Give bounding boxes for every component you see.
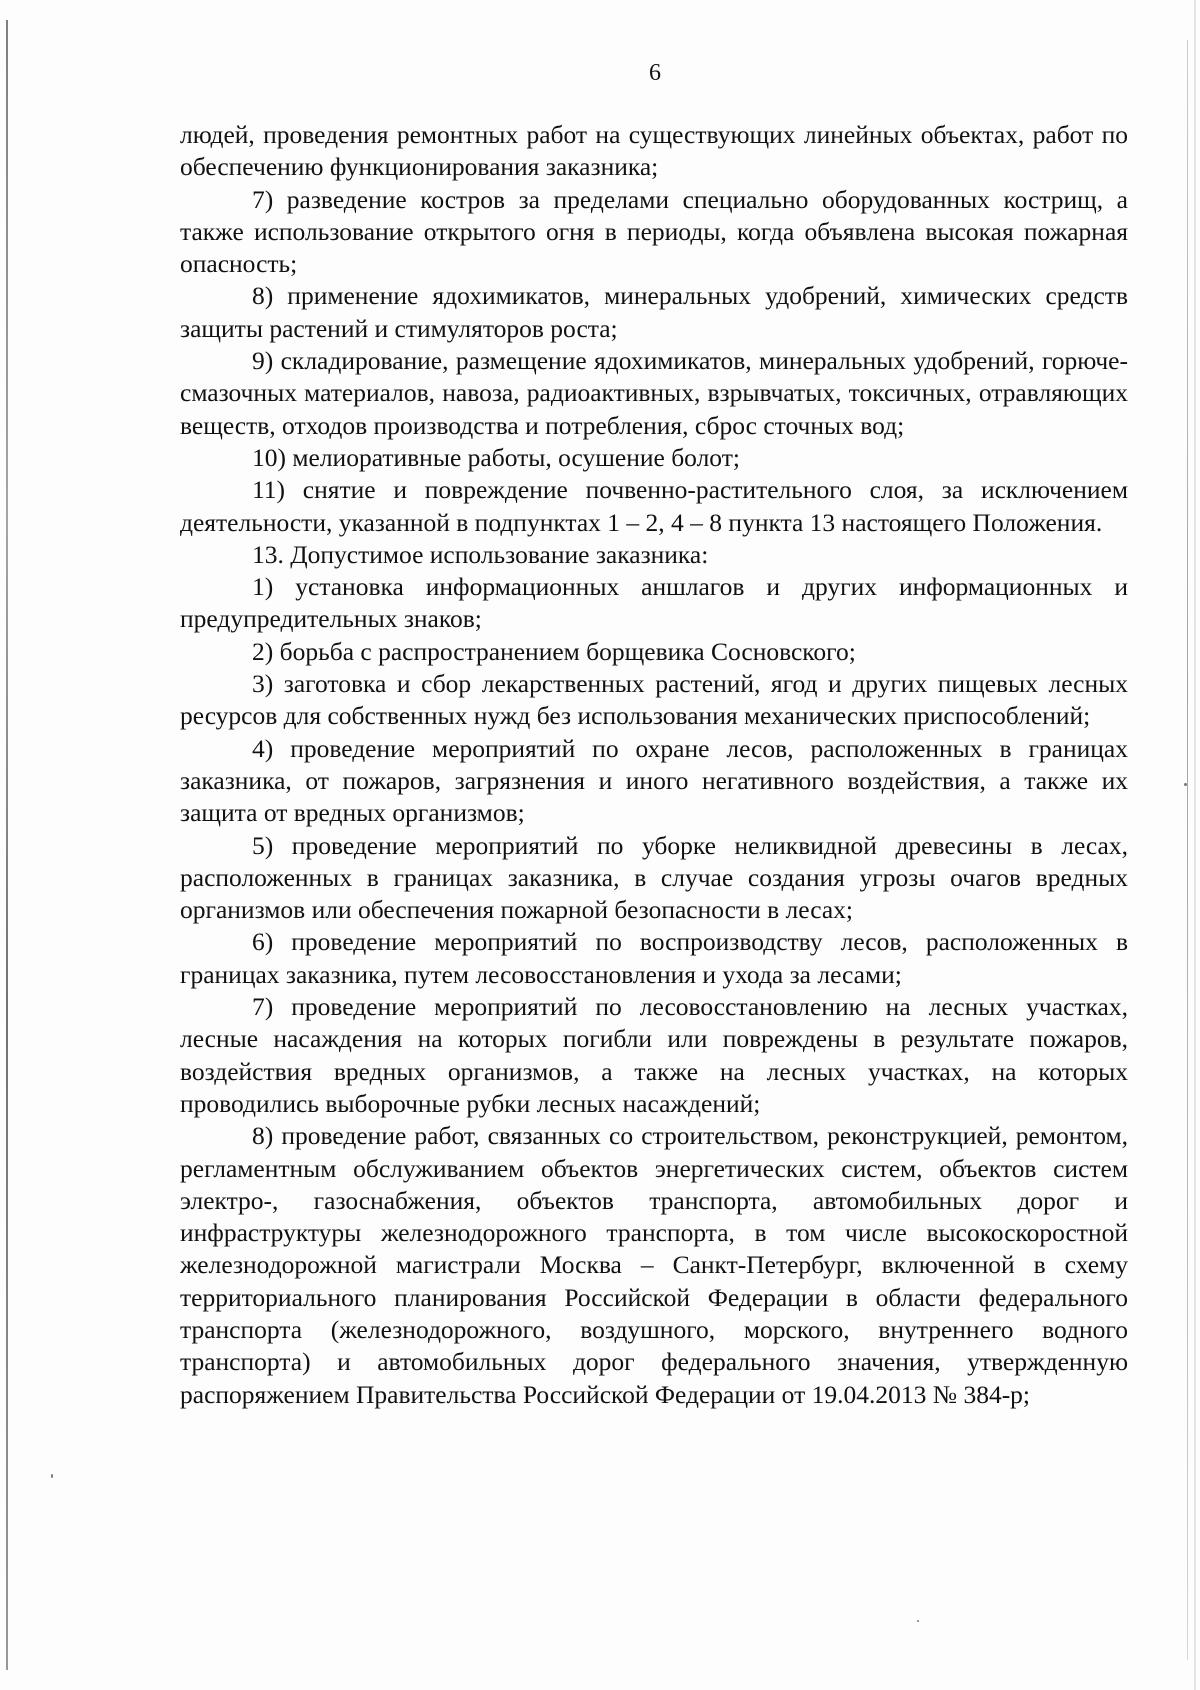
allowed-item-2-hogweed: 2) борьба с распространением борщевика Сосновского; <box>252 636 856 666</box>
scan-speck <box>51 1474 53 1478</box>
document-body <box>180 119 1128 1411</box>
list-item-9-storage: 9) складирование, размещение ядохимикатов, минеральных удобрений, горюче-смазочных материалов, навоза, радиоактивных, взрывчатых, токсичных, отравляющих веществ, отходов производства и потребления, сброс сточных вод; <box>180 346 1128 440</box>
scan-edge-right-outer <box>1194 0 1196 1690</box>
page-number: 6 <box>649 60 661 86</box>
scan-edge-right <box>1187 40 1188 1660</box>
allowed-item-1-signs: 1) установка информационных аншлагов и других информационных и предупредительных знаков; <box>180 572 1128 634</box>
allowed-item-4-forest-protection: 4) проведение мероприятий по охране лесов, расположенных в границах заказника, от пожаров, загрязнения и иного негативного воздействия, а также их защита от вредных организмов; <box>180 733 1128 828</box>
allowed-item-5-wood-cleanup: 5) проведение мероприятий по уборке неликвидной древесины в лесах, расположенных в границах заказника, в случае создания угрозы очагов вредных организмов или обеспечения пожарной безопасности в лесах; <box>180 830 1128 925</box>
paragraph-continuation: людей, проведения ремонтных работ на существующих линейных объектах, работ по обеспечению функционирования заказника; <box>180 120 1128 182</box>
allowed-item-7-restoration: 7) проведение мероприятий по лесовосстановлению на лесных участках, лесные насаждения на которых погибли или повреждены в результате пожаров, воздействия вредных организмов, а также на лесных участках, на которых проводились выборочные рубки лесных насаждений; <box>180 992 1128 1118</box>
list-item-10-melioration: 10) мелиоративные работы, осушение болот; <box>252 442 740 472</box>
allowed-item-6-reforestation: 6) проведение мероприятий по воспроизводству лесов, расположенных в границах заказника, путем лесовосстановления и ухода за лесами; <box>180 927 1128 989</box>
scan-edge-left <box>6 20 8 1670</box>
allowed-item-8-infrastructure: 8) проведение работ, связанных со строительством, реконструкцией, ремонтом, регламентным обслуживанием объектов энергетических систем, объектов систем электро-, газоснабжения, объектов транспорта, автомобильных дорог и инфраструктуры железнодорожного транспорта, в том числе высокоскоростной железнодорожной магистрали Москва – Санкт-Петербург, включенной в схему территориального планирования Российской Федерации в области федерального транспорта (железнодорожного, воздушного, морского, внутреннего водного транспорта) и автомобильных дорог федерального значения, утвержденную распоряжением Правительства Российской Федерации от 19.04.2013 № 384-р; <box>180 1121 1128 1409</box>
list-item-11-soil: 11) снятие и повреждение почвенно-растительного слоя, за исключением деятельности, указанной в подпунктах 1 – 2, 4 – 8 пункта 13 настоящего Положения. <box>180 475 1128 537</box>
allowed-item-3-gathering: 3) заготовка и сбор лекарственных растений, ягод и других пищевых лесных ресурсов для собственных нужд без использования механических приспособлений; <box>180 669 1128 731</box>
scan-speck <box>1184 783 1187 786</box>
list-item-7-bonfires: 7) разведение костров за пределами специально оборудованных кострищ, а также использование открытого огня в периоды, когда объявлена высокая пожарная опасность; <box>180 184 1128 279</box>
list-item-8-agrochemicals: 8) применение ядохимикатов, минеральных удобрений, химических средств защиты растений и стимуляторов роста; <box>180 281 1128 343</box>
scan-speck <box>917 1620 919 1622</box>
section-13-heading: 13. Допустимое использование заказника: <box>252 539 709 569</box>
